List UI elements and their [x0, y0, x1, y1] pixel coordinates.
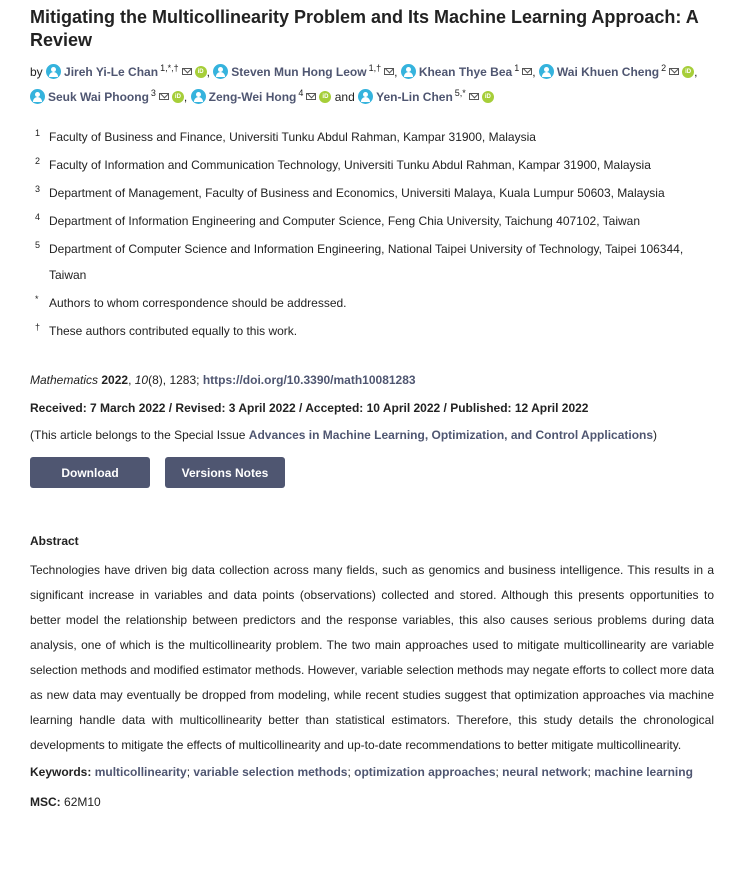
- keyword-link[interactable]: optimization approaches: [354, 765, 496, 779]
- msc-label: MSC:: [30, 795, 61, 809]
- author-affil-sup: 1,*,†: [160, 63, 179, 73]
- author-item: [191, 90, 332, 104]
- keyword-link[interactable]: neural network: [502, 765, 588, 779]
- affiliation-number: 1: [35, 128, 41, 138]
- affiliation-item: [30, 152, 714, 178]
- author-item: [358, 90, 494, 104]
- mail-icon[interactable]: [182, 68, 192, 75]
- mail-icon[interactable]: [669, 68, 679, 75]
- affiliation-number: *: [35, 294, 39, 304]
- special-issue-prefix: (This article belongs to the Special Issue: [30, 428, 249, 442]
- citation-volume: 10: [134, 373, 149, 387]
- separator: ;: [347, 765, 355, 779]
- action-buttons: [30, 457, 714, 488]
- author-link[interactable]: Khean Thye Bea: [418, 65, 513, 79]
- doi-link[interactable]: https://doi.org/10.3390/math10081283: [202, 373, 416, 387]
- separator: ,: [183, 90, 188, 104]
- download-button[interactable]: Download: [30, 457, 150, 488]
- affiliation-list: [30, 124, 714, 344]
- person-icon[interactable]: [401, 64, 416, 79]
- person-icon[interactable]: [358, 89, 373, 104]
- msc-code: 62M10: [64, 795, 101, 809]
- author-item: [539, 65, 694, 79]
- affiliation-text: Authors to whom correspondence should be addressed.: [49, 296, 347, 310]
- affiliation-item: [30, 124, 714, 150]
- affiliation-number: 3: [35, 184, 41, 194]
- orcid-icon[interactable]: iD: [482, 91, 494, 103]
- mail-icon[interactable]: [306, 93, 316, 100]
- author-item: [30, 90, 184, 104]
- keywords-label: Keywords:: [30, 765, 92, 779]
- author-affil-sup: 1: [514, 63, 520, 73]
- mail-icon[interactable]: [159, 93, 169, 100]
- affiliation-number: 5: [35, 240, 41, 250]
- journal-name: Mathematics: [30, 373, 99, 387]
- author-affil-sup: 4: [298, 88, 304, 98]
- affiliation-number: 2: [35, 156, 41, 166]
- author-link[interactable]: Wai Khuen Cheng: [556, 65, 660, 79]
- separator: ,: [694, 65, 698, 79]
- affiliation-text: Department of Computer Science and Information Engineering, National Taipei University of Technology, Taipei 106344, Taiwan: [49, 242, 684, 282]
- orcid-icon[interactable]: iD: [195, 66, 207, 78]
- special-issue-suffix: ): [653, 428, 658, 442]
- author-affil-sup: 3: [150, 88, 156, 98]
- orcid-icon[interactable]: iD: [172, 91, 184, 103]
- author-link[interactable]: Seuk Wai Phoong: [48, 90, 149, 104]
- author-affil-sup: 1,†: [368, 63, 382, 73]
- affiliation-text: Department of Management, Faculty of Business and Economics, Universiti Malaya, Kuala Lumpur 50603, Malaysia: [49, 186, 665, 200]
- abstract-heading: Abstract: [30, 534, 79, 548]
- person-icon[interactable]: [539, 64, 554, 79]
- keywords: [30, 764, 714, 780]
- by-label: by: [30, 65, 43, 79]
- affiliation-item: [30, 290, 714, 316]
- citation-issue-pages: (8), 1283;: [148, 373, 203, 387]
- person-icon[interactable]: [191, 89, 206, 104]
- affiliation-text: Faculty of Business and Finance, Universiti Tunku Abdul Rahman, Kampar 31900, Malaysia: [49, 130, 536, 144]
- person-icon[interactable]: [46, 64, 61, 79]
- person-icon[interactable]: [30, 89, 45, 104]
- orcid-icon[interactable]: iD: [682, 66, 694, 78]
- person-icon[interactable]: [213, 64, 228, 79]
- keyword-link[interactable]: multicollinearity: [94, 765, 187, 779]
- mail-icon[interactable]: [469, 93, 479, 100]
- publication-dates: Received: 7 March 2022 / Revised: 3 April 2022 / Accepted: 10 April 2022 / Published: 12 April 2022: [30, 401, 589, 415]
- orcid-icon[interactable]: iD: [319, 91, 331, 103]
- special-issue-note: [30, 427, 714, 443]
- separator: ,: [532, 65, 536, 79]
- author-affil-sup: 5,*: [454, 88, 466, 98]
- article-title: Mitigating the Multicollinearity Problem and Its Machine Learning Approach: A Review: [30, 7, 699, 50]
- author-link[interactable]: Zeng-Wei Hong: [208, 90, 297, 104]
- affiliation-text: Faculty of Information and Communication Technology, Universiti Tunku Abdul Rahman, Kampar 31900, Malaysia: [49, 158, 651, 172]
- special-issue-link[interactable]: Advances in Machine Learning, Optimization, and Control Applications: [248, 428, 654, 442]
- affiliation-number: †: [35, 322, 41, 332]
- separator: ;: [587, 765, 595, 779]
- affiliation-item: [30, 180, 714, 206]
- affiliation-text: These authors contributed equally to this work.: [49, 324, 298, 338]
- separator: ,: [206, 65, 210, 79]
- msc: [30, 794, 714, 810]
- author-item: [401, 65, 532, 79]
- keyword-link[interactable]: machine learning: [594, 765, 693, 779]
- citation-year: 2022: [101, 373, 129, 387]
- author-item: [213, 65, 394, 79]
- affiliation-text: Department of Information Engineering and Computer Science, Feng Chia University, Taichung 407102, Taiwan: [49, 214, 641, 228]
- author-list: [30, 60, 714, 110]
- separator: ;: [495, 765, 503, 779]
- affiliation-item: [30, 236, 714, 288]
- affiliation-item: [30, 318, 714, 344]
- author-link[interactable]: Steven Mun Hong Leow: [231, 65, 367, 79]
- mail-icon[interactable]: [384, 68, 394, 75]
- and-label: and: [334, 90, 355, 104]
- separator: ;: [186, 765, 194, 779]
- affiliation-item: [30, 208, 714, 234]
- versions-notes-button[interactable]: Versions Notes: [165, 457, 285, 488]
- citation: Mathematics 2022, 10(8), 1283; https://doi.org/10.3390/math10081283: [30, 373, 416, 387]
- affiliation-number: 4: [35, 212, 41, 222]
- author-link[interactable]: Yen-Lin Chen: [376, 90, 453, 104]
- author-item: [46, 65, 207, 79]
- mail-icon[interactable]: [522, 68, 532, 75]
- author-link[interactable]: Jireh Yi-Le Chan: [64, 65, 159, 79]
- abstract-text: Technologies have driven big data collection across many fields, such as genomics and business intelligence. This results in a significant increase in variables and data points (observations) collected and stored. Although this presents opportunities to better model the relationship between predictors and the response variables, this also causes serious problems during data analysis, one of which is the multicollinearity problem. The two main approaches used to mitigate multicollinearity are variable selection methods and modified estimator methods. However, variable selection methods may negate efforts to collect more data as new data may eventually be dropped from modeling, while recent studies suggest that optimization approaches via machine learning handle data with multicollinearity better than statistical estimators. Therefore, this study details the chronological developments to mitigate the effects of multicollinearity and up-to-date recommendations to better mitigate multicollinearity.: [30, 563, 714, 752]
- author-affil-sup: 2: [661, 63, 667, 73]
- keyword-link[interactable]: variable selection methods: [193, 765, 348, 779]
- separator: ,: [394, 65, 398, 79]
